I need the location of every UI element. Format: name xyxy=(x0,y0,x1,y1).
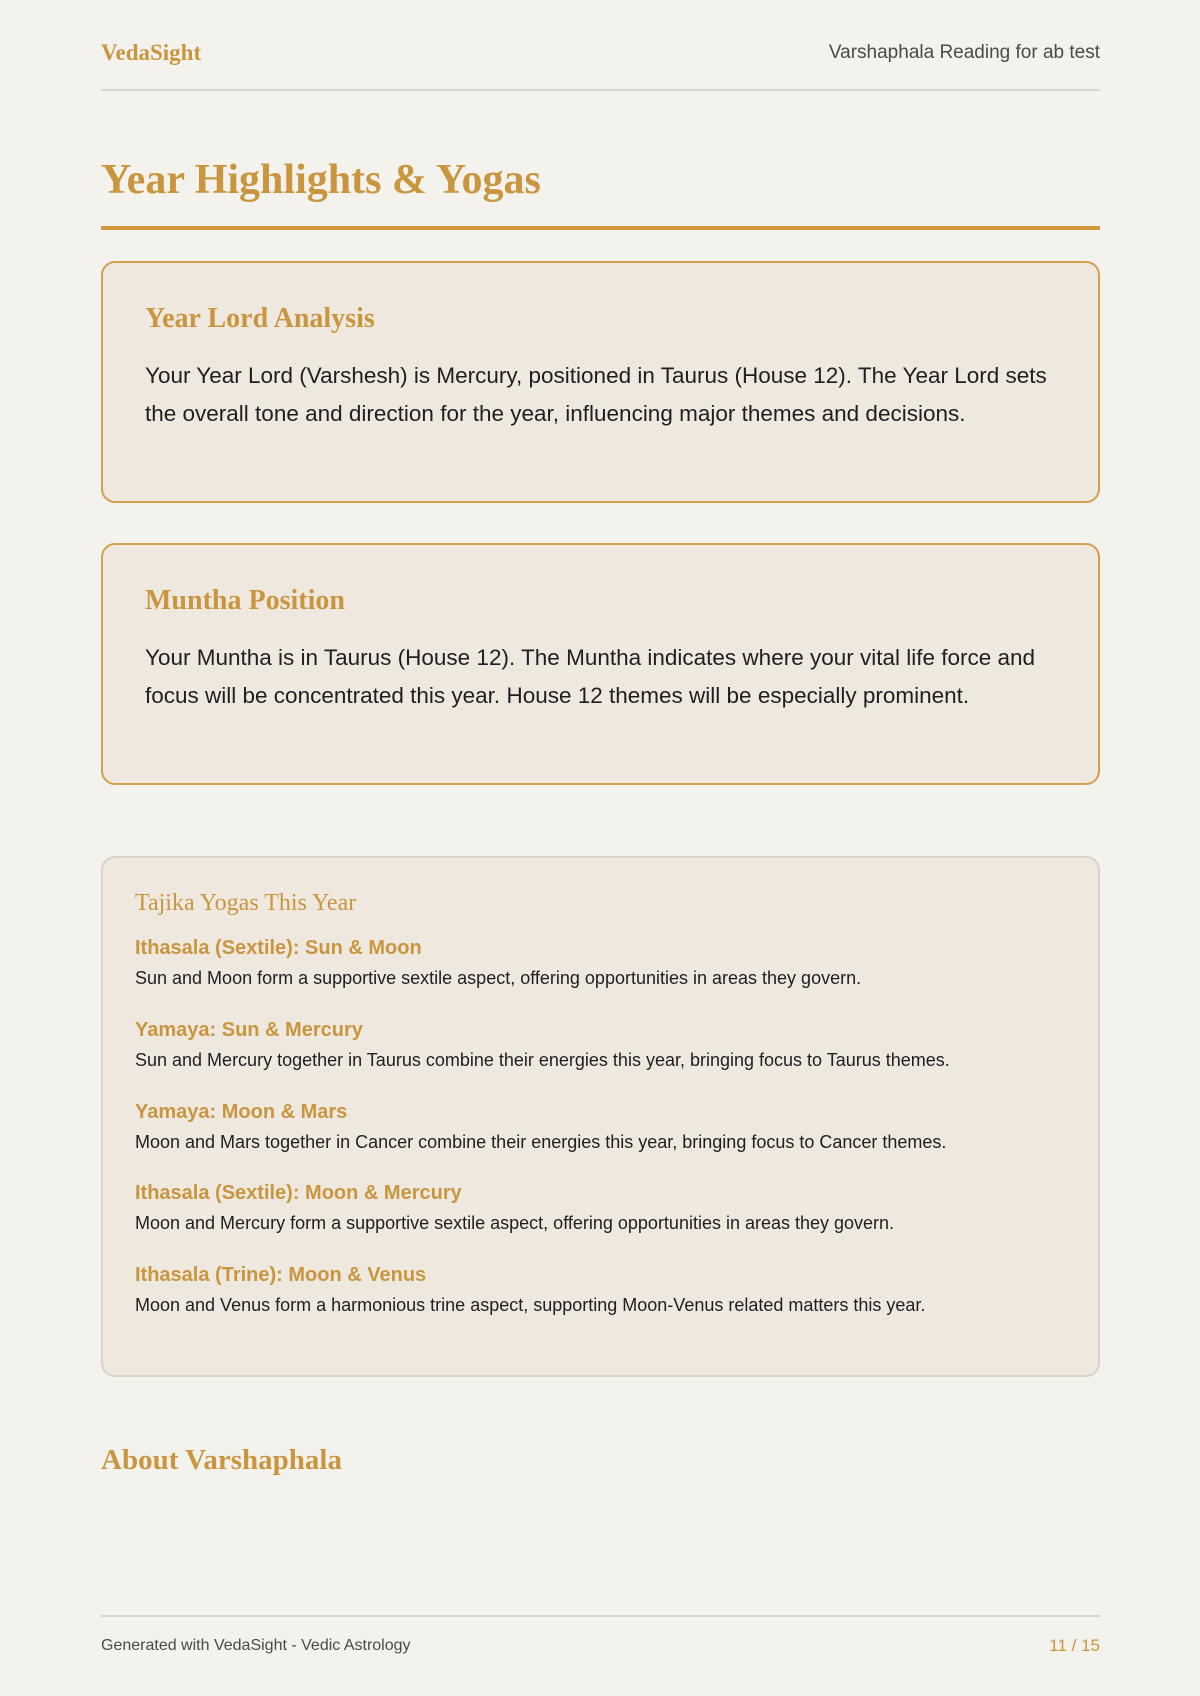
brand-name: VedaSight xyxy=(101,40,202,65)
muntha-title: Muntha Position xyxy=(145,585,345,616)
footer-credit: Generated with VedaSight - Vedic Astrology xyxy=(101,1637,411,1654)
about-heading: About Varshaphala xyxy=(101,1444,342,1476)
yoga-item xyxy=(135,1262,1075,1318)
yoga-name: Ithasala (Sextile): Moon & Mercury xyxy=(135,1182,462,1204)
muntha-text: Your Muntha is in Taurus (House 12). The Muntha indicates where your vital life force and focus will be concentrated this year. House 12 themes will be especially prominent. xyxy=(145,645,1036,708)
report-page xyxy=(101,0,1100,1696)
page-number: 11 / 15 xyxy=(1049,1636,1100,1655)
muntha-card xyxy=(101,543,1100,785)
yoga-name: Yamaya: Sun & Mercury xyxy=(135,1019,363,1041)
yoga-item xyxy=(135,1099,1075,1155)
year-lord-text: Your Year Lord (Varshesh) is Mercury, positioned in Taurus (House 12). The Year Lord sets the overall tone and direction for the year, influencing major themes and decisions. xyxy=(145,363,1047,426)
yoga-name: Ithasala (Sextile): Sun & Moon xyxy=(135,937,422,959)
year-lord-title: Year Lord Analysis xyxy=(145,303,375,334)
yoga-name: Yamaya: Moon & Mars xyxy=(135,1101,348,1123)
yoga-description: Moon and Venus form a harmonious trine aspect, supporting Moon-Venus related matters this year. xyxy=(135,1295,926,1315)
yoga-description: Moon and Mars together in Cancer combine their energies this year, bringing focus to Cancer themes. xyxy=(135,1132,947,1152)
reading-title: Varshaphala Reading for ab test xyxy=(828,42,1100,63)
yoga-item xyxy=(135,1017,1075,1073)
yoga-item xyxy=(135,1180,1075,1236)
page-header xyxy=(101,0,1100,91)
yoga-description: Sun and Moon form a supportive sextile aspect, offering opportunities in areas they govern. xyxy=(135,968,862,988)
footer-divider xyxy=(101,1615,1100,1617)
yoga-name: Ithasala (Trine): Moon & Venus xyxy=(135,1264,427,1286)
page-title: Year Highlights & Yogas xyxy=(101,157,541,203)
title-divider xyxy=(101,226,1100,230)
yogas-title: Tajika Yogas This Year xyxy=(135,890,357,916)
yoga-description: Sun and Mercury together in Taurus combine their energies this year, bringing focus to Taurus themes. xyxy=(135,1050,950,1070)
yoga-description: Moon and Mercury form a supportive sextile aspect, offering opportunities in areas they govern. xyxy=(135,1213,895,1233)
yoga-item xyxy=(135,935,1075,991)
year-lord-card xyxy=(101,261,1100,503)
tajika-yogas-box xyxy=(101,856,1100,1377)
